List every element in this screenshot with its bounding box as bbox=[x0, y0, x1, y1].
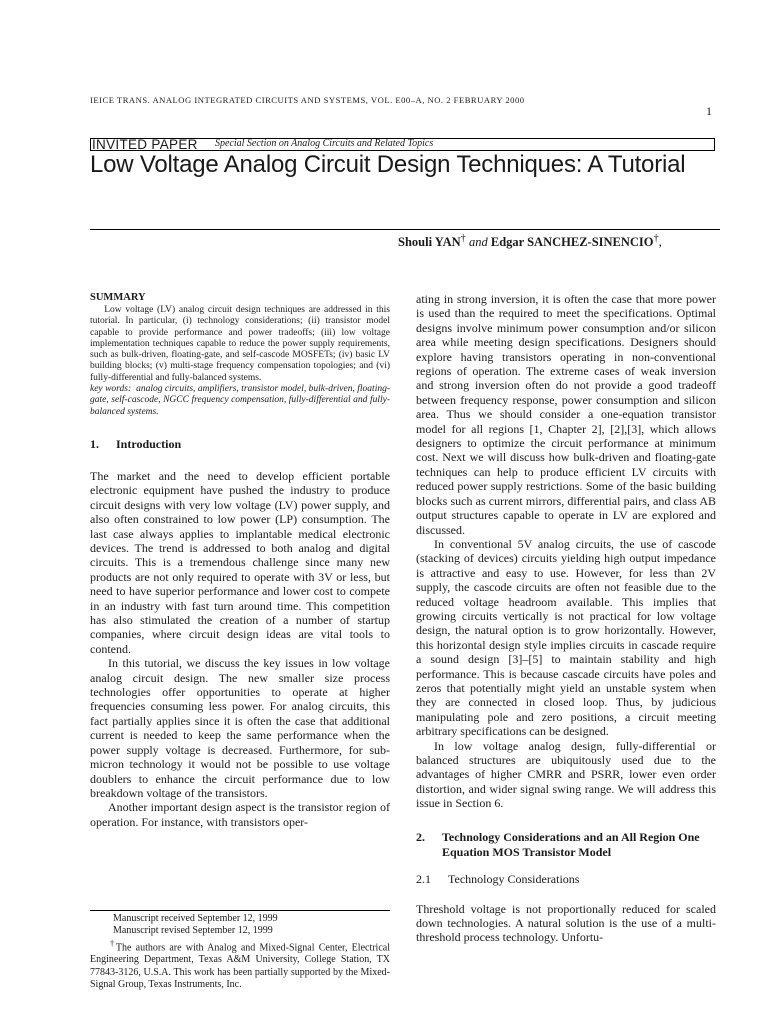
section-1-heading bbox=[90, 437, 390, 452]
paper-title: Low Voltage Analog Circuit Design Techniques: A Tutorial bbox=[90, 151, 686, 178]
footnote-dagger: † bbox=[110, 938, 116, 948]
intro-paragraph-2: In this tutorial, we discuss the key issues in low voltage analog circuit design. The new smaller size process technologies offer opportunities to operate at higher frequencies consuming less power. For analog circuits, this fact partially applies since it is often the case that additional current is needed to keep the same performance when the power supply voltage is decreased. Furthermore, for sub-micron technology it would not be possible to use voltage doublers to enhance the circuit performance due to low breakdown voltage of the transistors. bbox=[90, 656, 390, 800]
author-yan-mark: † bbox=[460, 233, 466, 244]
banner-label: INVITED PAPER bbox=[92, 137, 198, 152]
section-1-title: Introduction bbox=[116, 436, 182, 451]
keywords-list: analog circuits, amplifiers, transistor model, bulk-driven, floating-gate, self-cascode, NGCC frequency compensation, fully-differential and fully-balanced systems. bbox=[90, 384, 391, 417]
right-column bbox=[416, 292, 716, 945]
section-2-1-paragraph: Threshold voltage is not proportionally reduced for scaled down technologies. A natural solution is the use of a multi-threshold process technology. Unfortu- bbox=[416, 901, 716, 945]
keywords bbox=[90, 384, 390, 418]
running-head: IEICE TRANS. ANALOG INTEGRATED CIRCUITS AND SYSTEMS, VOL. E00–A, NO. 2 FEBRUARY 2000 bbox=[90, 95, 525, 105]
author-line bbox=[398, 233, 662, 250]
footnote-affiliation-text: The authors are with Analog and Mixed-Signal Center, Electrical Engineering Department, Texas A&M University, College Station, TX 77843-3126, U.S.A. This work has been partially supported by the Mixed-Signal Group, Texas Instruments, Inc. bbox=[90, 941, 390, 990]
footnote-received: Manuscript received September 12, 1999 bbox=[113, 913, 278, 924]
footnote-revised: Manuscript revised September 12, 1999 bbox=[113, 925, 273, 937]
author-yan: Shouli YAN bbox=[398, 235, 461, 250]
section-2-title: Technology Considerations and an All Region One Equation MOS Transistor Model bbox=[442, 829, 700, 859]
invited-paper-banner bbox=[90, 138, 715, 151]
keywords-label: key words: bbox=[90, 384, 132, 395]
subsection-2-1-number: 2.1 bbox=[416, 871, 431, 886]
footnote-affiliation bbox=[90, 938, 390, 992]
subsection-2-1-title: Technology Considerations bbox=[448, 871, 580, 886]
summary-heading: SUMMARY bbox=[90, 292, 146, 303]
banner-section: Special Section on Analog Circuits and Related Topics bbox=[215, 138, 434, 149]
footnotes bbox=[90, 910, 390, 991]
section-2-number: 2. bbox=[416, 829, 425, 844]
page-number: 1 bbox=[706, 104, 712, 118]
section-1-number: 1. bbox=[90, 436, 99, 451]
author-trail: , bbox=[658, 235, 662, 250]
right-paragraph-1: ating in strong inversion, it is often the case that more power is used than the required to meet the specifications. Optimal designs involve minimum power consumption and/or silicon area while meeting design specifications. Designers should explore having transistors operating in non-conventional regions of operation. The extreme cases of weak inversion and strong inversion often do not provide a good tradeoff between frequency response, power consumption and silicon area. Thus we should consider a one-equation transistor model for all regions [1, Chapter 2], [2],[3], which allows designers to optimize the circuit performance at minimum cost. Next we will discuss how bulk-driven and floating-gate techniques can help to produce efficient LV circuits with reduced power supply restrictions. Some of the basic building blocks such as current mirrors, differential pairs, and class AB output structures capable to operate in LV are explored and discussed. bbox=[416, 292, 716, 537]
title-rule bbox=[90, 229, 720, 230]
author-sanchez-sinencio-mark: † bbox=[653, 233, 659, 244]
right-paragraph-3: In low voltage analog design, fully-differential or balanced structures are ubiquitously used due to the advantages of higher CMRR and PSRR, lower even order distortion, and wider signal swing range. We will address this issue in Section 6. bbox=[416, 738, 716, 811]
right-paragraph-2: In conventional 5V analog circuits, the use of cascode (stacking of devices) circuits yielding high output impedance is attractive and easy to use. However, for less than 2V supply, the cascode circuits are often not feasible due to the reduced voltage headroom available. This implies that growing circuits vertically is not practical for low voltage design, the natural option is to grow horizontally. However, this horizontal design style implies circuits in cascade require a sound design [3]–[5] to maintain stability and high performance. This is because cascade circuits have poles and zeros that potentially might yield an unstable system when they are connected in closed loop. Thus, by judicious manipulating pole and zero positions, a circuit meeting arbitrary specifications can be designed. bbox=[416, 536, 716, 739]
summary-text: Low voltage (LV) analog circuit design techniques are addressed in this tutorial. In particular, (i) technology considerations; (ii) transistor model capable to provide performance and power tradeoffs; (iii) low voltage implementation techniques capable to reduce the power supply requirements, such as bulk-driven, floating-gate, and self-cascode MOSFETs; (iv) basic LV building blocks; (v) multi-stage frequency compensation topologies; and (vi) fully-differential and fully-balanced systems. bbox=[90, 305, 390, 383]
section-2-heading bbox=[416, 830, 716, 860]
intro-paragraph-3: Another important design aspect is the transistor region of operation. For instance, with transistors oper- bbox=[90, 800, 390, 829]
subsection-2-1-heading bbox=[416, 872, 716, 887]
left-column bbox=[90, 292, 390, 829]
author-sanchez-sinencio: Edgar SANCHEZ-SINENCIO bbox=[490, 235, 654, 250]
author-conjunction: and bbox=[468, 235, 488, 250]
intro-paragraph-1: The market and the need to develop efficient portable electronic equipment have pushed the industry to produce circuit designs with very low voltage (LV) power supply, and also often constrained to low power (LP) consumption. The last case always applies to implantable medical electronic devices. The trend is addressed to both analog and digital circuits. This is a tremendous challenge since many new products are not only required to operate with 3V or less, but need to have superior performance and lower cost to compete in an industry with fast turn around time. This competition has also stimulated the creation of a number of startup companies, where circuit design ideas are vital tools to contend. bbox=[90, 468, 390, 656]
